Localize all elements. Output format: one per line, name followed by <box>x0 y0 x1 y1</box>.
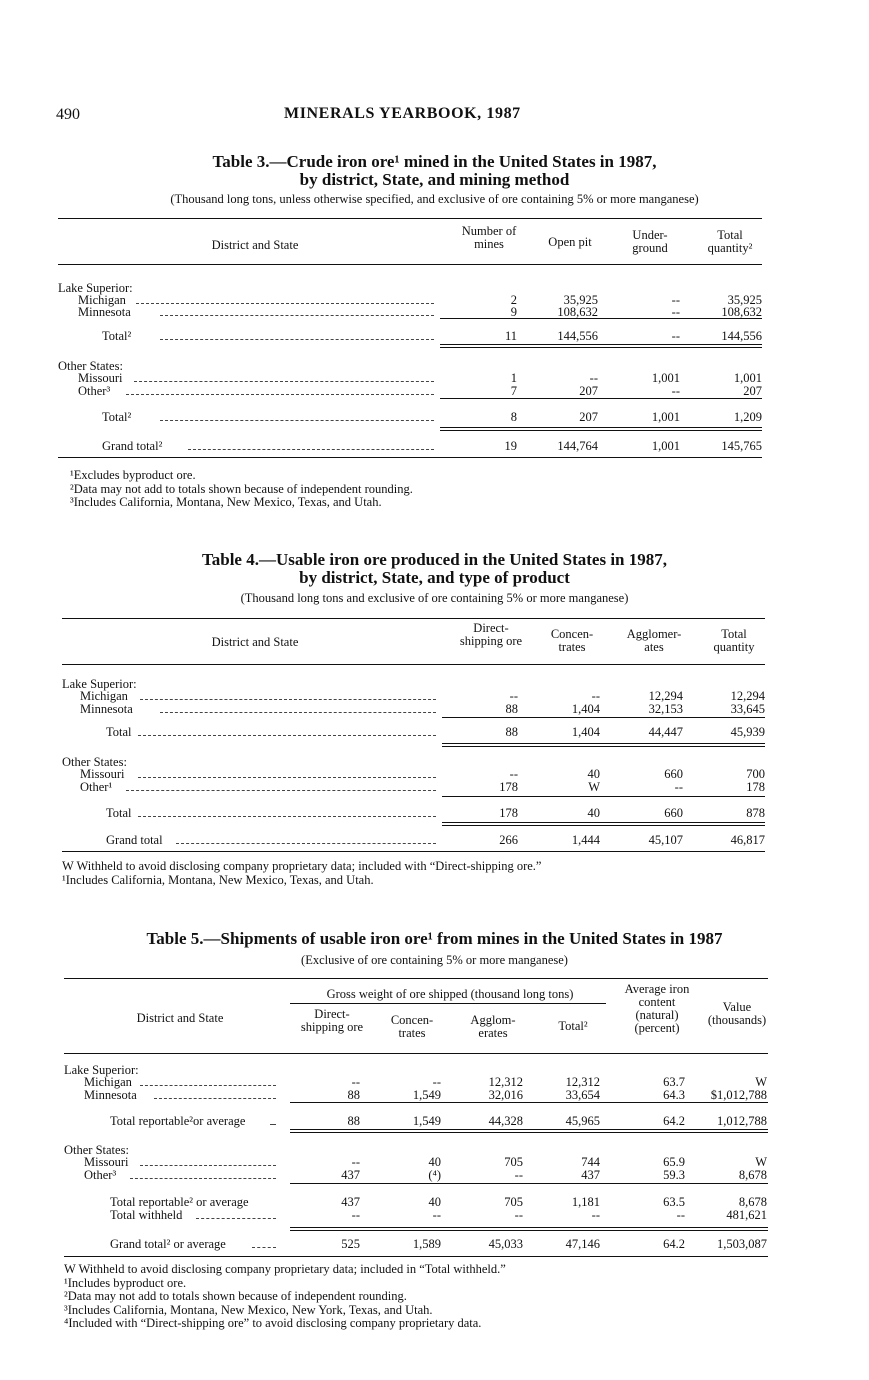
dot-leader <box>140 1165 276 1166</box>
table4-row-label: Minnesota <box>80 702 133 716</box>
table3-row-label: Other³ <box>78 384 111 398</box>
table5-cell: 481,621 <box>726 1208 767 1222</box>
table4-header-agg: Agglomer- ates <box>626 627 682 654</box>
table5-cell: 32,016 <box>488 1088 523 1102</box>
table5-footnote: ⁴Included with “Direct-shipping ore” to avoid disclosing company proprietary data. <box>64 1316 482 1330</box>
table5-cell: 88 <box>347 1114 360 1128</box>
table3-cell: -- <box>589 371 598 385</box>
dot-leader <box>188 449 434 450</box>
table5-row-label: Michigan <box>84 1075 132 1089</box>
table5-header-total: Total² <box>558 1019 588 1033</box>
running-head: MINERALS YEARBOOK, 1987 <box>284 105 521 122</box>
table5-cell: 8,678 <box>738 1195 767 1209</box>
table5-cell: $1,012,788 <box>710 1088 767 1102</box>
table3-cell: 9 <box>510 305 517 319</box>
table3-row-label: Missouri <box>78 371 123 385</box>
table4-cell: 12,294 <box>730 689 765 703</box>
table5-footnote: ³Includes California, Montana, New Mexico, New York, Texas, and Utah. <box>64 1302 433 1317</box>
table3-subtotal-rule2 <box>440 398 762 399</box>
table3-subtotal-rule1 <box>440 318 762 319</box>
table5-cell: 1,012,788 <box>717 1114 767 1128</box>
table3-cell: 144,764 <box>557 439 598 453</box>
table4-cell: -- <box>509 767 518 781</box>
table5-subtotal-rule2 <box>290 1183 768 1184</box>
table5-header-avg: Average iron content (natural) (percent) <box>624 982 690 1035</box>
table5-cell: 705 <box>504 1155 523 1169</box>
table3-header-total: Total quantity² <box>707 228 753 255</box>
table5-row-label: Grand total² or average <box>110 1237 226 1251</box>
table5-row-label: Other³ <box>84 1168 117 1182</box>
table4-cell: 660 <box>664 767 683 781</box>
table3-cell: 207 <box>743 384 762 398</box>
dot-leader <box>270 1124 276 1125</box>
table5-cell: 705 <box>504 1195 523 1209</box>
dot-leader <box>160 420 434 421</box>
table5-cell: 63.7 <box>663 1075 685 1089</box>
table4-footnote: W Withheld to avoid disclosing company proprietary data; included with “Direct-shipping ore.” <box>62 859 542 873</box>
table3-cell: 1,001 <box>651 410 680 424</box>
table4-subtitle: (Thousand long tons and exclusive of ore containing 5% or more manganese) <box>240 591 629 605</box>
table5-header-direct: Direct- shipping ore <box>300 1007 364 1034</box>
table5-double-rule1a <box>290 1129 768 1130</box>
table4-cell: 32,153 <box>648 702 683 716</box>
table5-row-label: Total reportable² or average <box>110 1195 249 1209</box>
table5-cell: W <box>755 1155 767 1169</box>
table4-cell: -- <box>509 689 518 703</box>
table4-cell: 178 <box>746 780 765 794</box>
table5-row-label: Total reportable²or average <box>110 1114 246 1128</box>
table5-cell: 64.2 <box>663 1237 685 1251</box>
table5-cell: 33,654 <box>565 1088 600 1102</box>
table4-cell: 700 <box>746 767 765 781</box>
table4-cell: 88 <box>505 702 518 716</box>
table4-header-total: Total quantity <box>713 627 755 654</box>
table5-row-label: Minnesota <box>84 1088 137 1102</box>
table5-cell: 64.3 <box>663 1088 685 1102</box>
table4-cell: 45,107 <box>648 833 683 847</box>
table5-cell: 437 <box>341 1195 360 1209</box>
table3-header-mines: Number of mines <box>461 224 517 251</box>
table3-cell: 145,765 <box>721 439 762 453</box>
table4-row-label: Other¹ <box>80 780 113 794</box>
dot-leader <box>160 712 436 713</box>
dot-leader <box>160 315 434 316</box>
table4-cell: 46,817 <box>730 833 765 847</box>
table5-header-gross: Gross weight of ore shipped (thousand long tons) <box>326 987 574 1001</box>
table5-cell: 12,312 <box>488 1075 523 1089</box>
dot-leader <box>138 735 436 736</box>
table4-cell: 178 <box>499 780 518 794</box>
table3-cell: -- <box>671 293 680 307</box>
table5-cell: -- <box>514 1208 523 1222</box>
table5-cell: -- <box>591 1208 600 1222</box>
table5-footnote: W Withheld to avoid disclosing company proprietary data; included in “Total withheld.” <box>64 1262 506 1276</box>
table5-cell: 437 <box>581 1168 600 1182</box>
dot-leader <box>126 790 436 791</box>
table3-cell: 2 <box>510 293 517 307</box>
table4-header-direct: Direct- shipping ore <box>459 621 523 648</box>
table4-cell: 266 <box>499 833 518 847</box>
table4-cell: 1,404 <box>571 725 600 739</box>
table3-cell: 35,925 <box>727 293 762 307</box>
table5-cell: 47,146 <box>565 1237 600 1251</box>
table3-header-district: District and State <box>211 238 299 252</box>
table5-cell: 12,312 <box>565 1075 600 1089</box>
table4-footnote: ¹Includes California, Montana, New Mexico, Texas, and Utah. <box>62 872 374 887</box>
table3-cell: -- <box>671 329 680 343</box>
table3-cell: 108,632 <box>557 305 598 319</box>
dot-leader <box>196 1218 276 1219</box>
table3-footnote: ³Includes California, Montana, New Mexico, Texas, and Utah. <box>70 495 382 509</box>
table4-row-label: Total <box>106 806 132 820</box>
table4-row-label: Other States: <box>62 755 127 769</box>
table5-subtotal-rule1 <box>290 1102 768 1103</box>
table4-row-label: Grand total <box>106 833 163 847</box>
table4-cell: 88 <box>505 725 518 739</box>
table4-top-rule <box>62 618 765 619</box>
table3-cell: 19 <box>504 439 517 453</box>
table5-cell: -- <box>351 1208 360 1222</box>
table5-row-label: Lake Superior: <box>64 1063 139 1077</box>
table5-header-conc: Concen- trates <box>390 1013 434 1040</box>
table3-row-label: Minnesota <box>78 305 131 319</box>
dot-leader <box>138 816 436 817</box>
table3-header-openpit: Open pit <box>548 235 592 249</box>
table3-cell: 207 <box>579 384 598 398</box>
table3-double-rule1a <box>440 344 762 345</box>
dot-leader <box>130 1178 276 1179</box>
table5-cell: 1,503,087 <box>717 1237 767 1251</box>
dot-leader <box>134 381 434 382</box>
table3-row-label: Total² <box>102 410 132 424</box>
table5-cell: 437 <box>341 1168 360 1182</box>
table4-header-rule <box>62 664 765 665</box>
table5-row-label: Missouri <box>84 1155 129 1169</box>
table3-cell: 8 <box>510 410 517 424</box>
table5-footnote: ¹Includes byproduct ore. <box>64 1275 187 1290</box>
table5-cell: 1,549 <box>412 1088 441 1102</box>
table4-cell: 40 <box>587 767 600 781</box>
table5-cell: 44,328 <box>488 1114 523 1128</box>
table4-double-rule1b <box>442 746 765 747</box>
table3-cell: 144,556 <box>557 329 598 343</box>
table5-cell: 45,033 <box>488 1237 523 1251</box>
table3-title-line2: by district, State, and mining method <box>299 170 570 189</box>
table5-row-label: Other States: <box>64 1143 129 1157</box>
page-number: 490 <box>56 106 80 123</box>
table4-subtotal-rule1 <box>442 717 765 718</box>
table4-cell: 40 <box>587 806 600 820</box>
table5-double-rule2a <box>290 1227 768 1228</box>
table5-cell: 59.3 <box>663 1168 685 1182</box>
table3-header-rule <box>58 264 762 265</box>
dot-leader <box>140 1085 276 1086</box>
table3-subtitle: (Thousand long tons, unless otherwise specified, and exclusive of ore containing 5% or more manganese) <box>170 192 699 206</box>
table3-cell: 207 <box>579 410 598 424</box>
dot-leader <box>140 699 436 700</box>
dot-leader <box>176 843 436 844</box>
dot-leader <box>154 1098 276 1099</box>
table3-double-rule2a <box>440 427 762 428</box>
table3-double-rule2b <box>440 430 762 431</box>
table5-header-value: Value (thousands) <box>707 1000 767 1027</box>
table5-cell: 88 <box>347 1088 360 1102</box>
table5-cell: 8,678 <box>738 1168 767 1182</box>
table5-cell: -- <box>432 1208 441 1222</box>
table5-cell: -- <box>676 1208 685 1222</box>
table3-title-line1: Table 3.—Crude iron ore¹ mined in the United States in 1987, <box>212 152 657 171</box>
table5-cell: 40 <box>428 1155 441 1169</box>
table4-title-line2: by district, State, and type of product <box>299 568 570 587</box>
table4-cell: 1,444 <box>571 833 600 847</box>
table3-cell: 108,632 <box>721 305 762 319</box>
table5-footnote: ²Data may not add to totals shown because of independent rounding. <box>64 1289 407 1303</box>
table5-cell: 1,181 <box>571 1195 600 1209</box>
table5-title: Table 5.—Shipments of usable iron ore¹ from mines in the United States in 1987 <box>146 929 723 948</box>
table5-cell: 40 <box>428 1195 441 1209</box>
table4-bottom-rule <box>62 851 765 852</box>
table4-cell: 660 <box>664 806 683 820</box>
table3-cell: 1 <box>510 371 517 385</box>
dot-leader <box>160 339 434 340</box>
dot-leader <box>252 1247 276 1248</box>
table5-cell: 64.2 <box>663 1114 685 1128</box>
table4-title-line1: Table 4.—Usable iron ore produced in the United States in 1987, <box>201 550 668 569</box>
table3-cell: 144,556 <box>721 329 762 343</box>
table3-bottom-rule <box>58 457 762 458</box>
table4-double-rule2a <box>442 822 765 823</box>
table4-row-label: Missouri <box>80 767 125 781</box>
table4-cell: -- <box>674 780 683 794</box>
table3-row-label: Lake Superior: <box>58 281 133 295</box>
dot-leader <box>138 777 436 778</box>
table4-cell: W <box>588 780 600 794</box>
table4-row-label: Lake Superior: <box>62 677 137 691</box>
table5-header-agg: Agglom- erates <box>470 1013 516 1040</box>
table5-bottom-rule <box>64 1256 768 1257</box>
table3-top-rule <box>58 218 762 219</box>
table3-cell: -- <box>671 384 680 398</box>
table5-cell: 525 <box>341 1237 360 1251</box>
dot-leader <box>136 303 434 304</box>
table4-cell: 12,294 <box>648 689 683 703</box>
table3-footnote: ²Data may not add to totals shown because of independent rounding. <box>70 481 413 496</box>
table5-gross-rule <box>290 1003 606 1004</box>
table3-cell: 1,209 <box>733 410 762 424</box>
table3-cell: 11 <box>504 329 517 343</box>
table3-cell: 1,001 <box>733 371 762 385</box>
table3-header-underground: Under- ground <box>632 228 668 255</box>
table4-subtotal-rule2 <box>442 796 765 797</box>
table3-double-rule1b <box>440 347 762 348</box>
table5-double-rule1b <box>290 1132 768 1133</box>
table4-cell: 1,404 <box>571 702 600 716</box>
table5-cell: -- <box>514 1168 523 1182</box>
table5-row-label: Total withheld <box>110 1208 183 1222</box>
table4-header-district: District and State <box>211 635 299 649</box>
table3-cell: 35,925 <box>563 293 598 307</box>
table3-row-label: Grand total² <box>102 439 163 453</box>
table4-cell: 44,447 <box>648 725 683 739</box>
table3-cell: 7 <box>510 384 517 398</box>
table3-cell: -- <box>671 305 680 319</box>
table5-header-rule <box>64 1053 768 1054</box>
table5-cell: W <box>755 1075 767 1089</box>
table5-cell: 1,549 <box>412 1114 441 1128</box>
table3-cell: 1,001 <box>651 439 680 453</box>
table3-cell: 1,001 <box>651 371 680 385</box>
table5-cell: -- <box>432 1075 441 1089</box>
table4-row-label: Total <box>106 725 132 739</box>
table5-cell: (⁴) <box>428 1168 441 1182</box>
dot-leader <box>126 394 434 395</box>
table5-cell: -- <box>351 1155 360 1169</box>
table5-cell: 45,965 <box>565 1114 600 1128</box>
table5-cell: 744 <box>581 1155 600 1169</box>
table4-cell: 45,939 <box>730 725 765 739</box>
table4-cell: 878 <box>746 806 765 820</box>
table4-double-rule1a <box>442 743 765 744</box>
table4-double-rule2b <box>442 825 765 826</box>
table5-cell: -- <box>351 1075 360 1089</box>
table3-row-label: Other States: <box>58 359 123 373</box>
table5-double-rule2b <box>290 1230 768 1231</box>
table5-cell: 65.9 <box>663 1155 685 1169</box>
table3-row-label: Total² <box>102 329 132 343</box>
table3-footnote: ¹Excludes byproduct ore. <box>70 468 196 482</box>
table3-row-label: Michigan <box>78 293 126 307</box>
table5-top-rule <box>64 978 768 979</box>
table4-cell: 33,645 <box>730 702 765 716</box>
table5-subtitle: (Exclusive of ore containing 5% or more manganese) <box>301 953 568 967</box>
table4-row-label: Michigan <box>80 689 128 703</box>
table4-cell: -- <box>591 689 600 703</box>
table5-cell: 1,589 <box>412 1237 441 1251</box>
table4-cell: 178 <box>499 806 518 820</box>
table5-header-district: District and State <box>136 1011 224 1025</box>
table5-cell: 63.5 <box>663 1195 685 1209</box>
table4-header-conc: Concen- trates <box>550 627 594 654</box>
